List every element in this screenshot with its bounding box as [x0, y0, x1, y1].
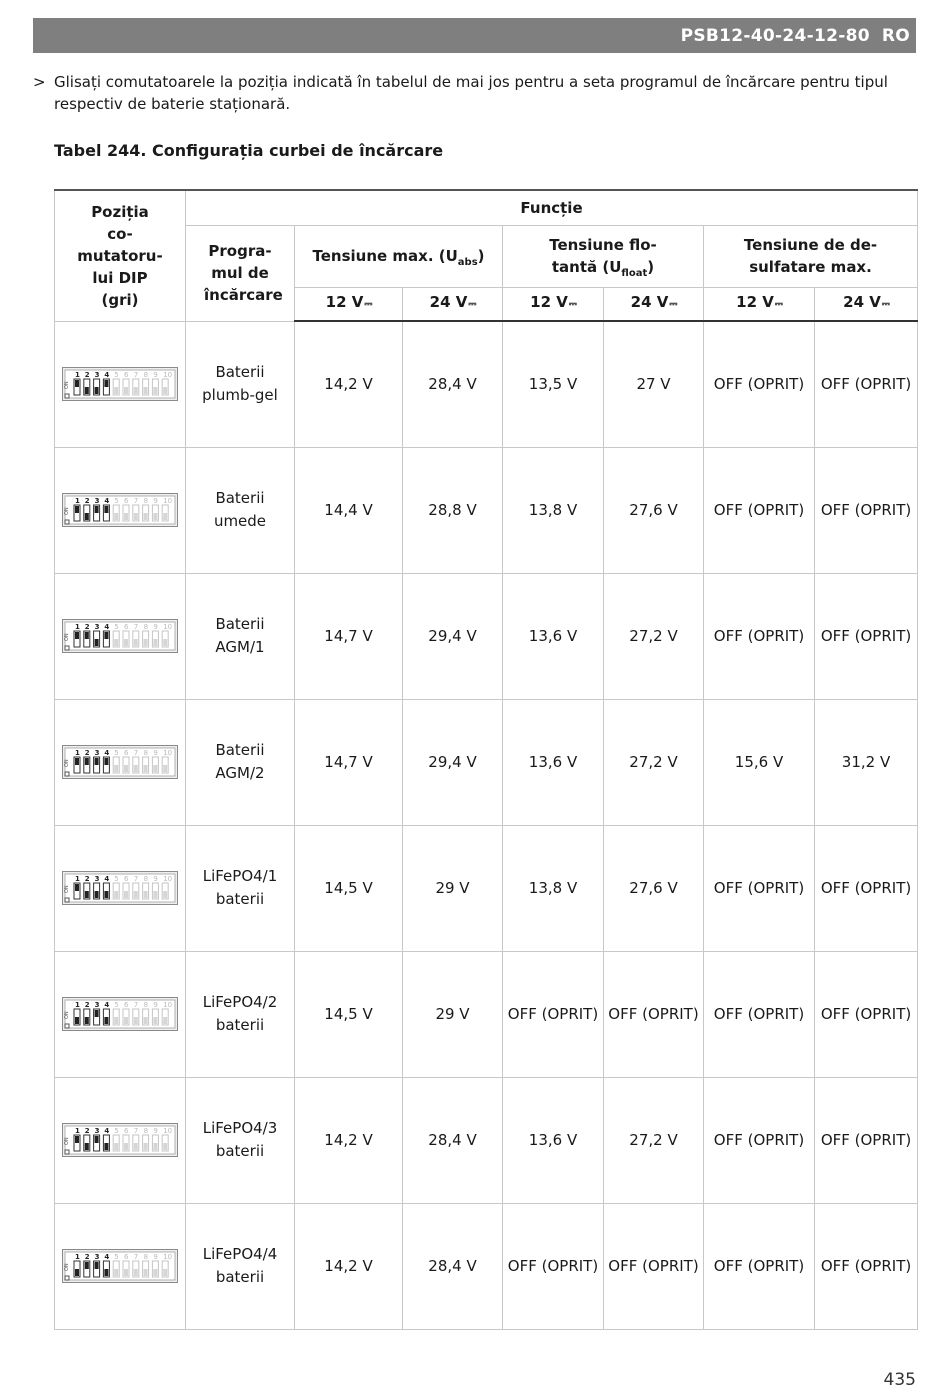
svg-text:4: 4: [104, 623, 110, 631]
desulfation-voltage-12v: 15,6 V: [704, 699, 815, 825]
float-voltage-12v: 13,5 V: [503, 321, 604, 447]
max-voltage-12v: 14,5 V: [295, 951, 403, 1077]
svg-text:2: 2: [84, 1127, 90, 1135]
svg-text:4: 4: [104, 749, 110, 757]
table-title: Tabel 244. Configurația curbei de încărcare: [54, 141, 444, 160]
max-voltage-12v: 14,4 V: [295, 447, 403, 573]
svg-text:1: 1: [75, 623, 80, 631]
svg-text:2: 2: [84, 371, 90, 379]
language-code: RO: [881, 25, 910, 46]
dip-switch-icon: [62, 871, 178, 905]
svg-text:7: 7: [133, 1001, 139, 1009]
bullet-marker: >: [33, 73, 46, 91]
svg-text:1: 1: [75, 1001, 80, 1009]
desulfation-voltage-12v: OFF (OPRIT): [704, 1077, 815, 1203]
svg-text:1: 1: [75, 371, 80, 379]
svg-text:8: 8: [143, 1127, 149, 1135]
float-voltage-24v: 27,6 V: [604, 447, 704, 573]
max-voltage-24v: 28,4 V: [403, 1203, 503, 1329]
max-voltage-12v: 14,2 V: [295, 321, 403, 447]
svg-text:7: 7: [133, 749, 139, 757]
svg-text:ON: ON: [64, 759, 70, 767]
svg-text:3: 3: [94, 875, 100, 883]
svg-text:4: 4: [104, 1001, 110, 1009]
header-dip-position: Poziția co-mutatoru-lui DIP (gri): [55, 190, 186, 321]
dip-switch-icon: [62, 619, 178, 653]
table-row: [55, 573, 918, 699]
float-voltage-24v: 27,2 V: [604, 699, 704, 825]
float-voltage-12v: 13,6 V: [503, 699, 604, 825]
max-voltage-12v: 14,2 V: [295, 1203, 403, 1329]
svg-text:6: 6: [124, 1253, 129, 1261]
charge-curve-table: [54, 189, 918, 1330]
svg-text:9: 9: [153, 623, 158, 631]
desulfation-voltage-12v: OFF (OPRIT): [704, 825, 815, 951]
max-voltage-24v: 29,4 V: [403, 573, 503, 699]
svg-text:8: 8: [143, 497, 149, 505]
program-name: LiFePO4/1 baterii: [186, 825, 295, 951]
unit-12v: 12 V⎓: [503, 287, 604, 321]
float-voltage-24v: 27 V: [604, 321, 704, 447]
svg-text:3: 3: [94, 749, 100, 757]
header-charge-program: Progra-mul de încărcare: [186, 225, 295, 321]
svg-text:8: 8: [143, 623, 149, 631]
desulfation-voltage-12v: OFF (OPRIT): [704, 573, 815, 699]
model-name: PSB12-40-24-12-80: [680, 25, 870, 46]
svg-text:1: 1: [75, 1253, 80, 1261]
dip-switch-cell: [55, 447, 186, 573]
desulfation-voltage-24v: OFF (OPRIT): [815, 447, 918, 573]
svg-text:8: 8: [143, 371, 149, 379]
table-row: [55, 825, 918, 951]
unit-12v: 12 V⎓: [295, 287, 403, 321]
program-name: Baterii AGM/2: [186, 699, 295, 825]
svg-text:3: 3: [94, 371, 100, 379]
svg-text:6: 6: [124, 623, 129, 631]
dip-switch-icon: [62, 1123, 178, 1157]
svg-text:ON: ON: [64, 507, 70, 515]
svg-text:6: 6: [124, 1001, 129, 1009]
table-row: [55, 951, 918, 1077]
unit-24v: 24 V⎓: [403, 287, 503, 321]
svg-text:2: 2: [84, 623, 90, 631]
dip-switch-cell: [55, 573, 186, 699]
max-voltage-12v: 14,2 V: [295, 1077, 403, 1203]
svg-text:5: 5: [114, 875, 119, 883]
svg-text:10: 10: [163, 1001, 173, 1009]
svg-text:7: 7: [133, 497, 139, 505]
unit-24v: 24 V⎓: [815, 287, 918, 321]
max-voltage-12v: 14,7 V: [295, 699, 403, 825]
float-voltage-12v: 13,8 V: [503, 447, 604, 573]
svg-text:2: 2: [84, 1253, 90, 1261]
svg-text:3: 3: [94, 1001, 100, 1009]
desulfation-voltage-24v: OFF (OPRIT): [815, 825, 918, 951]
float-voltage-12v: OFF (OPRIT): [503, 1203, 604, 1329]
header-desulfation-voltage: Tensiune de de-sulfatare max.: [704, 225, 918, 287]
float-voltage-24v: 27,2 V: [604, 573, 704, 699]
header-max-voltage: Tensiune max. $(U_{abs})$: [295, 225, 503, 287]
max-voltage-24v: 28,8 V: [403, 447, 503, 573]
program-name: LiFePO4/3 baterii: [186, 1077, 295, 1203]
svg-text:ON: ON: [64, 1263, 70, 1271]
dip-switch-icon: [62, 745, 178, 779]
desulfation-voltage-12v: OFF (OPRIT): [704, 321, 815, 447]
program-name: Baterii AGM/1: [186, 573, 295, 699]
svg-text:9: 9: [153, 1001, 158, 1009]
svg-text:10: 10: [163, 1253, 173, 1261]
float-voltage-24v: 27,6 V: [604, 825, 704, 951]
svg-text:ON: ON: [64, 885, 70, 893]
table-row: [55, 1077, 918, 1203]
svg-text:8: 8: [143, 875, 149, 883]
svg-text:2: 2: [84, 1001, 90, 1009]
desulfation-voltage-24v: OFF (OPRIT): [815, 1203, 918, 1329]
header-function: Funcție: [186, 190, 918, 225]
svg-text:9: 9: [153, 875, 158, 883]
svg-text:2: 2: [84, 497, 90, 505]
float-voltage-12v: OFF (OPRIT): [503, 951, 604, 1077]
svg-text:5: 5: [114, 749, 119, 757]
svg-text:4: 4: [104, 371, 110, 379]
desulfation-voltage-24v: OFF (OPRIT): [815, 951, 918, 1077]
max-voltage-24v: 29 V: [403, 951, 503, 1077]
max-voltage-24v: 29,4 V: [403, 699, 503, 825]
page-number: 435: [883, 1370, 916, 1390]
svg-text:8: 8: [143, 749, 149, 757]
dip-switch-cell: [55, 825, 186, 951]
desulfation-voltage-24v: OFF (OPRIT): [815, 321, 918, 447]
svg-text:1: 1: [75, 875, 80, 883]
float-voltage-24v: 27,2 V: [604, 1077, 704, 1203]
dip-switch-icon: [62, 1249, 178, 1283]
svg-text:10: 10: [163, 875, 173, 883]
program-name: LiFePO4/4 baterii: [186, 1203, 295, 1329]
svg-text:10: 10: [163, 497, 173, 505]
dip-switch-icon: [62, 493, 178, 527]
svg-text:6: 6: [124, 371, 129, 379]
svg-text:1: 1: [75, 497, 80, 505]
program-name: Baterii umede: [186, 447, 295, 573]
float-voltage-12v: 13,6 V: [503, 1077, 604, 1203]
table-row: [55, 321, 918, 447]
unit-24v: 24 V⎓: [604, 287, 704, 321]
svg-text:9: 9: [153, 371, 158, 379]
svg-text:ON: ON: [64, 1137, 70, 1145]
header-float-voltage: Tensiune flo-tantă $(U_{float})$: [503, 225, 704, 287]
program-name: LiFePO4/2 baterii: [186, 951, 295, 1077]
svg-text:10: 10: [163, 749, 173, 757]
svg-text:5: 5: [114, 1253, 119, 1261]
dip-switch-cell: [55, 951, 186, 1077]
max-voltage-24v: 28,4 V: [403, 321, 503, 447]
svg-text:7: 7: [133, 623, 139, 631]
table-row: [55, 1203, 918, 1329]
desulfation-voltage-24v: OFF (OPRIT): [815, 573, 918, 699]
float-voltage-12v: 13,6 V: [503, 573, 604, 699]
program-name: Baterii plumb-gel: [186, 321, 295, 447]
max-voltage-24v: 29 V: [403, 825, 503, 951]
svg-text:2: 2: [84, 749, 90, 757]
dip-switch-cell: [55, 321, 186, 447]
desulfation-voltage-24v: OFF (OPRIT): [815, 1077, 918, 1203]
max-voltage-12v: 14,5 V: [295, 825, 403, 951]
svg-text:5: 5: [114, 623, 119, 631]
dip-switch-cell: [55, 1203, 186, 1329]
float-voltage-24v: OFF (OPRIT): [604, 951, 704, 1077]
float-voltage-24v: OFF (OPRIT): [604, 1203, 704, 1329]
desulfation-voltage-12v: OFF (OPRIT): [704, 447, 815, 573]
svg-text:6: 6: [124, 497, 129, 505]
svg-text:5: 5: [114, 1127, 119, 1135]
svg-text:3: 3: [94, 497, 100, 505]
dip-switch-icon: [62, 367, 178, 401]
page-header: [33, 18, 916, 53]
intro-text: Glisați comutatoarele la poziția indicată în tabelul de mai jos pentru a seta programul de încărcare pentru tipul respectiv de baterie staționară.: [54, 73, 888, 113]
desulfation-voltage-12v: OFF (OPRIT): [704, 1203, 815, 1329]
dip-switch-cell: [55, 1077, 186, 1203]
svg-text:1: 1: [75, 749, 80, 757]
table-row: [55, 447, 918, 573]
svg-text:9: 9: [153, 1253, 158, 1261]
svg-text:3: 3: [94, 623, 100, 631]
desulfation-voltage-24v: 31,2 V: [815, 699, 918, 825]
float-voltage-12v: 13,8 V: [503, 825, 604, 951]
svg-text:4: 4: [104, 497, 110, 505]
svg-text:ON: ON: [64, 1011, 70, 1019]
table-row: [55, 699, 918, 825]
svg-text:4: 4: [104, 1127, 110, 1135]
max-voltage-12v: 14,7 V: [295, 573, 403, 699]
svg-text:9: 9: [153, 1127, 158, 1135]
svg-text:1: 1: [75, 1127, 80, 1135]
svg-text:7: 7: [133, 1127, 139, 1135]
svg-text:3: 3: [94, 1127, 100, 1135]
intro-instruction: [33, 71, 913, 115]
unit-12v: 12 V⎓: [704, 287, 815, 321]
svg-text:9: 9: [153, 497, 158, 505]
svg-text:8: 8: [143, 1253, 149, 1261]
svg-text:2: 2: [84, 875, 90, 883]
svg-text:5: 5: [114, 497, 119, 505]
svg-text:4: 4: [104, 1253, 110, 1261]
svg-text:10: 10: [163, 371, 173, 379]
svg-text:ON: ON: [64, 381, 70, 389]
svg-text:8: 8: [143, 1001, 149, 1009]
svg-text:3: 3: [94, 1253, 100, 1261]
desulfation-voltage-12v: OFF (OPRIT): [704, 951, 815, 1077]
dip-switch-cell: [55, 699, 186, 825]
svg-text:4: 4: [104, 875, 110, 883]
svg-text:5: 5: [114, 371, 119, 379]
svg-text:ON: ON: [64, 633, 70, 641]
svg-text:9: 9: [153, 749, 158, 757]
max-voltage-24v: 28,4 V: [403, 1077, 503, 1203]
svg-text:10: 10: [163, 1127, 173, 1135]
svg-text:5: 5: [114, 1001, 119, 1009]
svg-text:7: 7: [133, 875, 139, 883]
svg-text:7: 7: [133, 1253, 139, 1261]
svg-text:10: 10: [163, 623, 173, 631]
svg-text:6: 6: [124, 1127, 129, 1135]
dip-switch-icon: [62, 997, 178, 1031]
svg-text:6: 6: [124, 749, 129, 757]
svg-text:7: 7: [133, 371, 139, 379]
svg-text:6: 6: [124, 875, 129, 883]
